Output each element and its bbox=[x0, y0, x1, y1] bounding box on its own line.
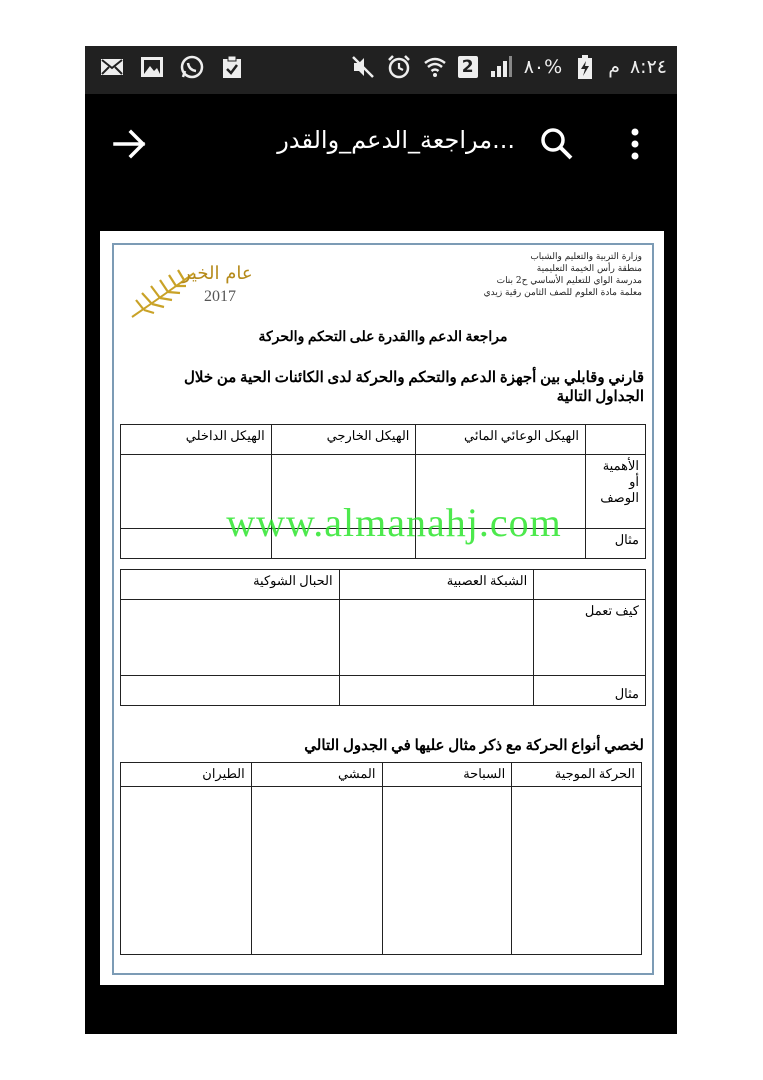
row-label-example: مثال bbox=[586, 529, 646, 559]
answer-cell[interactable] bbox=[121, 787, 252, 955]
mute-icon bbox=[350, 54, 376, 80]
movement-types-table bbox=[120, 762, 642, 955]
answer-cell[interactable] bbox=[121, 600, 340, 676]
signal-icon bbox=[488, 54, 514, 80]
clipboard-icon bbox=[219, 54, 245, 80]
file-title: مراجعة_الدعم_والقدر... bbox=[277, 126, 515, 154]
answer-cell[interactable] bbox=[512, 787, 642, 955]
table-header-cell: المشي bbox=[251, 763, 382, 787]
answer-cell[interactable] bbox=[339, 600, 534, 676]
document-page[interactable] bbox=[100, 231, 664, 985]
mail-icon bbox=[99, 54, 125, 80]
header-line: مدرسة الواي للتعليم الأساسي ح2 بنات bbox=[496, 276, 642, 286]
notification-icons bbox=[99, 54, 245, 80]
back-arrow-icon[interactable] bbox=[109, 124, 149, 164]
year-of-giving-logo bbox=[124, 255, 254, 325]
app-bar bbox=[85, 94, 677, 194]
battery-percent: ٨٠% bbox=[523, 56, 563, 78]
row-label-how-it-works: كيف تعمل bbox=[534, 600, 646, 676]
section2-title: لخصي أنواع الحركة مع ذكر مثال عليها في الجدول التالي bbox=[304, 738, 644, 754]
page-border bbox=[112, 243, 654, 975]
header-line: منطقة رأس الخيمة التعليمية bbox=[536, 264, 642, 274]
table-header-cell: الحبال الشوكية bbox=[121, 570, 340, 600]
watermark: www.almanahj.com bbox=[226, 500, 562, 545]
clock: ٨:٢٤ bbox=[629, 56, 667, 78]
status-bar bbox=[85, 46, 677, 94]
wifi-icon bbox=[422, 54, 448, 80]
logo-arabic-text: عام الخير bbox=[182, 263, 253, 284]
table-header-cell bbox=[534, 570, 646, 600]
document-title: مراجعة الدعم واالقدرة على التحكم والحركة bbox=[258, 330, 508, 345]
header-line: وزارة التربية والتعليم والشباب bbox=[530, 252, 642, 262]
table-header-cell: الهيكل الخارجي bbox=[271, 425, 416, 455]
answer-cell[interactable] bbox=[382, 787, 512, 955]
row-label-line: الوصف bbox=[600, 490, 639, 505]
sim-badge: 2 bbox=[458, 56, 478, 78]
alarm-icon bbox=[386, 54, 412, 80]
table-header-cell: الطيران bbox=[121, 763, 252, 787]
system-status bbox=[350, 54, 667, 80]
row-label-line: أو bbox=[629, 474, 639, 489]
table-header-cell bbox=[586, 425, 646, 455]
answer-cell[interactable] bbox=[121, 676, 340, 706]
whatsapp-icon bbox=[179, 54, 205, 80]
row-label-example: مثال bbox=[534, 676, 646, 706]
school-header bbox=[422, 251, 642, 299]
image-icon bbox=[139, 54, 165, 80]
table-header-cell: الهيكل الوعائي المائي bbox=[416, 425, 586, 455]
logo-year: 2017 bbox=[204, 288, 236, 305]
row-label-line: الأهمية bbox=[602, 458, 639, 473]
table-header-cell: الهيكل الداخلي bbox=[121, 425, 272, 455]
answer-cell[interactable] bbox=[251, 787, 382, 955]
battery-icon bbox=[572, 54, 598, 80]
nervous-system-table bbox=[120, 569, 646, 706]
table-header-cell: الحركة الموجية bbox=[512, 763, 642, 787]
table-header-cell: الشبكة العصبية bbox=[339, 570, 534, 600]
answer-cell[interactable] bbox=[339, 676, 534, 706]
phone-screen bbox=[85, 46, 677, 1034]
ampm-label: م bbox=[608, 56, 620, 78]
search-icon[interactable] bbox=[537, 124, 577, 164]
more-vert-icon[interactable] bbox=[623, 124, 647, 164]
table-header-cell: السباحة bbox=[382, 763, 512, 787]
row-label-importance bbox=[586, 455, 646, 529]
header-line: معلمة مادة العلوم للصف الثامن رقية زيدي bbox=[483, 288, 642, 298]
instruction-text: قارني وقابلي بين أجهزة الدعم والتحكم والحركة لدى الكائنات الحية من خلال الجداول التالية bbox=[183, 370, 644, 405]
